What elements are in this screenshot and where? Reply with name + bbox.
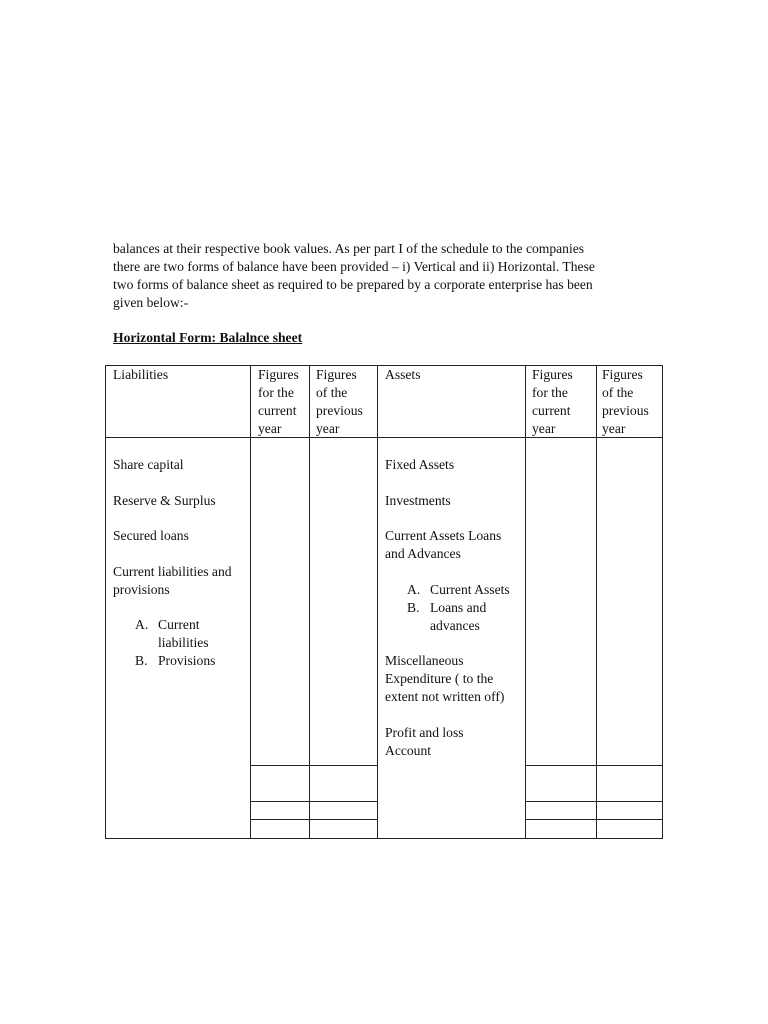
liability-sub-item-a: A. Current liabilities <box>135 617 209 650</box>
header-previous-year: Figures of the previous year <box>316 367 363 436</box>
asset-sub-item-a: A. Current Assets <box>407 581 510 597</box>
list-marker: A. <box>407 581 421 597</box>
intro-line: given below:- <box>113 295 189 310</box>
asset-sub-item-b: B. Loans and advances <box>407 599 487 633</box>
liabilities-list <box>113 456 232 670</box>
balance-sheet-table <box>105 365 663 839</box>
asset-investments: Investments <box>385 492 451 508</box>
list-marker: B. <box>407 599 420 615</box>
header-assets-previous-year: Figures of the previous year <box>602 367 649 436</box>
header-current-year: Figures for the current year <box>258 367 299 436</box>
liability-sub-item-b: B. Provisions <box>135 653 216 668</box>
liability-current-liabilities-provisions: Current liabilities and provisions <box>113 563 232 597</box>
intro-line: balances at their respective book values. As per part I of the schedule to the companies <box>113 241 585 256</box>
header-assets-current-year: Figures for the current year <box>532 367 573 436</box>
asset-profit-loss: Profit and loss Account <box>385 724 464 758</box>
header-liabilities: Liabilities <box>113 367 169 382</box>
asset-current-assets-loans: Current Assets Loans and Advances <box>385 528 502 561</box>
assets-list <box>385 456 510 760</box>
intro-line: there are two forms of balance have been provided – i) Vertical and ii) Horizontal. These <box>113 259 595 274</box>
intro-line: two forms of balance sheet as required to be prepared by a corporate enterprise has been <box>113 277 593 292</box>
asset-fixed-assets: Fixed Assets <box>385 457 455 472</box>
asset-misc-expenditure: Miscellaneous Expenditure ( to the extent not written off) <box>385 653 505 704</box>
list-marker: A. <box>135 617 149 632</box>
list-marker: B. <box>135 653 148 668</box>
liability-share-capital: Share capital <box>113 457 184 472</box>
header-assets: Assets <box>385 367 421 382</box>
liability-secured-loans: Secured loans <box>113 528 189 543</box>
liability-reserve-surplus: Reserve & Surplus <box>113 492 216 508</box>
intro-paragraph <box>113 240 673 312</box>
section-heading: Horizontal Form: Balalnce sheet <box>113 330 303 345</box>
